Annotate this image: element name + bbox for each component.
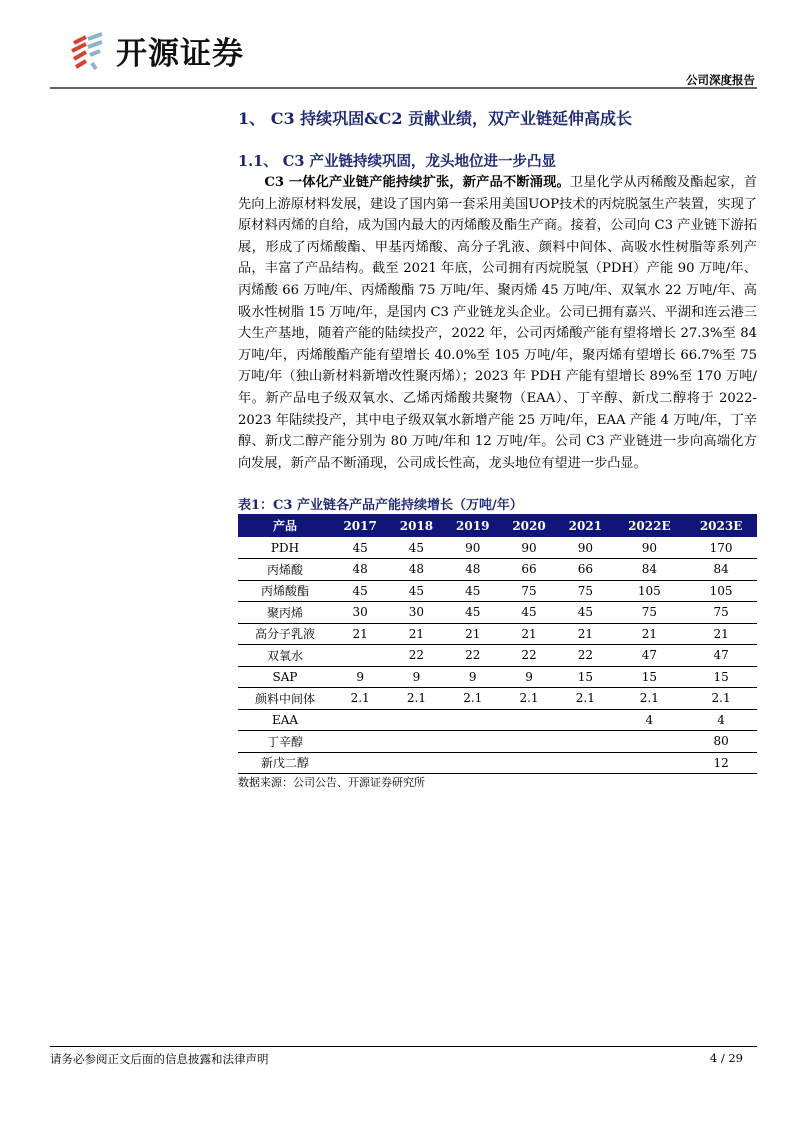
table-caption: 表1：C3 产业链各产品产能持续增长（万吨/年） — [238, 498, 523, 513]
table-cell: 2.1 — [445, 688, 501, 710]
table-cell: 22 — [501, 645, 557, 667]
table-cell: 30 — [388, 602, 444, 624]
paragraph-body: 卫星化学从丙稀酸及酯起家，首先向上游原材料发展，建设了国内第一套采用美国UOP技术的丙烷脱氢生产装置，实现了原材料丙烯的自给，成为国内最大的丙烯酸及酯生产商。接着，公司向 C3 产业链下游拓展，形成了丙烯酸酯、甲基丙烯酸、高分子乳液、颜料中间体、高吸水性树脂等系列产品，丰富了产品结构。截至 2021 年底，公司拥有丙烷脱氢（PDH）产能 90 万吨/年、丙烯酸 66 万吨/年、丙烯酸酯 75 万吨/年、聚丙烯 45 万吨/年、双氧水 22 万吨/年、高吸水性树脂 15 万吨/年，是国内 C3 产业链龙头企业。公司已拥有嘉兴、平湖和连云港三大生产基地，随着产能的陆续投产，2022 年，公司丙烯酸产能有望将增长 27.3%至 84 万吨/年，丙烯酸酯产能有望增长 40.0%至 105 万吨/年，聚丙烯有望增长 66.7%至 75 万吨/年（独山新材料新增改性聚丙烯）；2023 年 PDH 产能有望增长 89%至 170 万吨/年。新产品电子级双氧水、乙烯丙烯酸共聚物（EAA）、丁辛醇、新戊二醇将于 2022-2023 年陆续投产，其中电子级双氧水新增产能 25 万吨/年，EAA 产能 4 万吨/年，丁辛醇、新戊二醇产能分别为 80 万吨/年和 12 万吨/年。公司 C3 产业链进一步向高端化方向发展，新产品不断涌现，公司成长性高，龙头地位有望进一步凸显。 — [238, 175, 758, 471]
report-type: 公司深度报告 — [686, 73, 755, 87]
table-cell: 2.1 — [332, 688, 388, 710]
table-cell: 48 — [445, 559, 501, 581]
table-cell — [445, 752, 501, 774]
table-cell: 47 — [685, 645, 757, 667]
table-cell — [501, 752, 557, 774]
table-cell: 9 — [445, 666, 501, 688]
table-cell — [557, 709, 613, 731]
table-body — [238, 537, 757, 774]
column-header: 2020 — [501, 514, 557, 537]
product-name-cell: SAP — [238, 666, 332, 688]
table-cell: 84 — [613, 559, 685, 581]
table-cell: 45 — [332, 580, 388, 602]
table-cell: 84 — [685, 559, 757, 581]
table-cell: 90 — [557, 537, 613, 559]
table-cell: 45 — [501, 602, 557, 624]
table-cell: 12 — [685, 752, 757, 774]
table-row — [238, 731, 757, 753]
table-cell: 2.1 — [557, 688, 613, 710]
table-cell: 170 — [685, 537, 757, 559]
footer-disclaimer: 请务必参阅正文后面的信息披露和法律声明 — [50, 1052, 269, 1066]
table-cell: 75 — [501, 580, 557, 602]
table-cell: 2.1 — [685, 688, 757, 710]
table-row — [238, 709, 757, 731]
table-cell — [501, 731, 557, 753]
table-cell: 21 — [388, 623, 444, 645]
table-cell — [557, 752, 613, 774]
table-cell — [501, 709, 557, 731]
table-row — [238, 645, 757, 667]
table-cell: 2.1 — [501, 688, 557, 710]
column-header: 2022E — [613, 514, 685, 537]
column-header: 2017 — [332, 514, 388, 537]
table-row — [238, 752, 757, 774]
table-cell — [332, 709, 388, 731]
table-cell: 15 — [557, 666, 613, 688]
column-header: 2023E — [685, 514, 757, 537]
table-cell: 22 — [557, 645, 613, 667]
product-name-cell: PDH — [238, 537, 332, 559]
product-name-cell: 高分子乳液 — [238, 623, 332, 645]
column-header: 2019 — [445, 514, 501, 537]
logo-text: 开源证券 — [116, 36, 244, 72]
table-cell: 90 — [501, 537, 557, 559]
column-header: 2018 — [388, 514, 444, 537]
table-cell: 45 — [445, 580, 501, 602]
capacity-table — [238, 514, 757, 774]
table-cell — [332, 731, 388, 753]
table-cell: 105 — [685, 580, 757, 602]
table-cell: 47 — [613, 645, 685, 667]
body-paragraph — [238, 172, 757, 474]
table-cell: 45 — [557, 602, 613, 624]
table-cell — [388, 752, 444, 774]
table-cell: 15 — [613, 666, 685, 688]
table-cell: 45 — [332, 537, 388, 559]
table-cell: 9 — [501, 666, 557, 688]
product-name-cell: 丙烯酸 — [238, 559, 332, 581]
table-cell: 66 — [501, 559, 557, 581]
product-name-cell: 聚丙烯 — [238, 602, 332, 624]
table-cell: 4 — [685, 709, 757, 731]
product-name-cell: 新戊二醇 — [238, 752, 332, 774]
table-cell: 4 — [613, 709, 685, 731]
table-cell: 48 — [388, 559, 444, 581]
table-row — [238, 666, 757, 688]
table-cell: 75 — [557, 580, 613, 602]
table-row — [238, 602, 757, 624]
table-row — [238, 559, 757, 581]
column-header: 产品 — [238, 514, 332, 537]
logo-mark-icon — [68, 31, 108, 71]
table-row — [238, 688, 757, 710]
table-cell: 21 — [613, 623, 685, 645]
table-cell: 22 — [388, 645, 444, 667]
table-cell: 66 — [557, 559, 613, 581]
table-cell: 45 — [445, 602, 501, 624]
table-row — [238, 580, 757, 602]
subsection-title: 1.1、 C3 产业链持续巩固，龙头地位进一步凸显 — [238, 153, 556, 170]
table-cell: 21 — [445, 623, 501, 645]
table-cell: 21 — [332, 623, 388, 645]
company-logo — [68, 28, 244, 73]
table-header-row — [238, 514, 757, 537]
table-cell — [445, 709, 501, 731]
table-cell: 21 — [501, 623, 557, 645]
page-number: 4 / 29 — [709, 1051, 743, 1065]
table-cell — [557, 731, 613, 753]
table-cell: 9 — [388, 666, 444, 688]
section-title: 1、 C3 持续巩固&C2 贡献业绩，双产业链延伸高成长 — [238, 109, 633, 128]
table-row — [238, 623, 757, 645]
footer-divider — [50, 1046, 757, 1047]
table-cell: 45 — [388, 580, 444, 602]
header-divider — [50, 87, 757, 89]
table-cell: 90 — [613, 537, 685, 559]
table-cell — [388, 731, 444, 753]
table-source: 数据来源：公司公告、开源证券研究所 — [238, 776, 425, 789]
product-name-cell: EAA — [238, 709, 332, 731]
table-cell: 22 — [445, 645, 501, 667]
column-header: 2021 — [557, 514, 613, 537]
table-cell: 21 — [685, 623, 757, 645]
product-name-cell: 丙烯酸酯 — [238, 580, 332, 602]
table-cell: 9 — [332, 666, 388, 688]
product-name-cell: 颜料中间体 — [238, 688, 332, 710]
table-cell — [332, 752, 388, 774]
table-cell — [613, 731, 685, 753]
product-name-cell: 双氧水 — [238, 645, 332, 667]
table-row — [238, 537, 757, 559]
table-cell: 75 — [685, 602, 757, 624]
table-cell — [613, 752, 685, 774]
table-cell: 2.1 — [613, 688, 685, 710]
table-cell — [332, 645, 388, 667]
table-cell: 80 — [685, 731, 757, 753]
paragraph-lead: C3 一体化产业链产能持续扩张，新产品不断涌现。 — [264, 175, 570, 190]
table-cell — [388, 709, 444, 731]
table-cell: 105 — [613, 580, 685, 602]
table-cell: 2.1 — [388, 688, 444, 710]
table-cell: 15 — [685, 666, 757, 688]
table-cell: 75 — [613, 602, 685, 624]
table-cell: 21 — [557, 623, 613, 645]
table-cell: 45 — [388, 537, 444, 559]
table-cell: 48 — [332, 559, 388, 581]
product-name-cell: 丁辛醇 — [238, 731, 332, 753]
table-cell: 30 — [332, 602, 388, 624]
table-cell: 90 — [445, 537, 501, 559]
table-cell — [445, 731, 501, 753]
